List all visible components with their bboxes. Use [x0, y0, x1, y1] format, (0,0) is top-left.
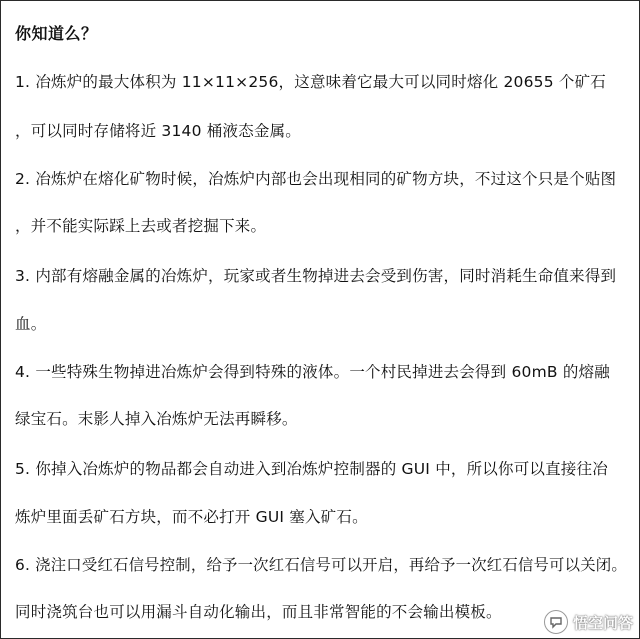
watermark [544, 610, 633, 634]
text-line: ，可以同时存储将近 3140 桶液态金属。 [15, 122, 302, 140]
text-line: 6. 浇注口受红石信号控制，给予一次红石信号可以开启，再给予一次红石信号可以关闭。 [15, 556, 627, 574]
text-line: 血。 [15, 315, 47, 333]
text-line: 5. 你掉入冶炼炉的物品都会自动进入到冶炼炉控制器的 GUI 中，所以你可以直接往冶 [15, 460, 608, 478]
text-line: 4. 一些特殊生物掉进冶炼炉会得到特殊的液体。一个村民掉进去会得到 60mB 的熔融 [15, 363, 610, 381]
text-line: 2. 冶炼炉在熔化矿物时候，冶炼炉内部也会出现相同的矿物方块，不过这个只是个贴图 [15, 170, 617, 188]
text-line: 同时浇筑台也可以用漏斗自动化输出，而且非常智能的不会输出模板。 [15, 603, 502, 621]
speech-bubble-icon [544, 610, 568, 634]
text-line: ，并不能实际踩上去或者挖掘下来。 [15, 217, 267, 235]
watermark-text: 悟空问答 [572, 613, 633, 632]
text-line: 3. 内部有熔融金属的冶炼炉，玩家或者生物掉进去会受到伤害，同时消耗生命值来得到 [15, 267, 617, 285]
text-line: 绿宝石。末影人掉入冶炼炉无法再瞬移。 [15, 410, 298, 428]
document-title: 你知道么？ [15, 24, 98, 43]
text-line: 1. 冶炼炉的最大体积为 11×11×256，这意味着它最大可以同时熔化 20655 个矿石 [15, 73, 607, 91]
text-line: 炼炉里面丢矿石方块，而不必打开 GUI 塞入矿石。 [15, 508, 368, 526]
